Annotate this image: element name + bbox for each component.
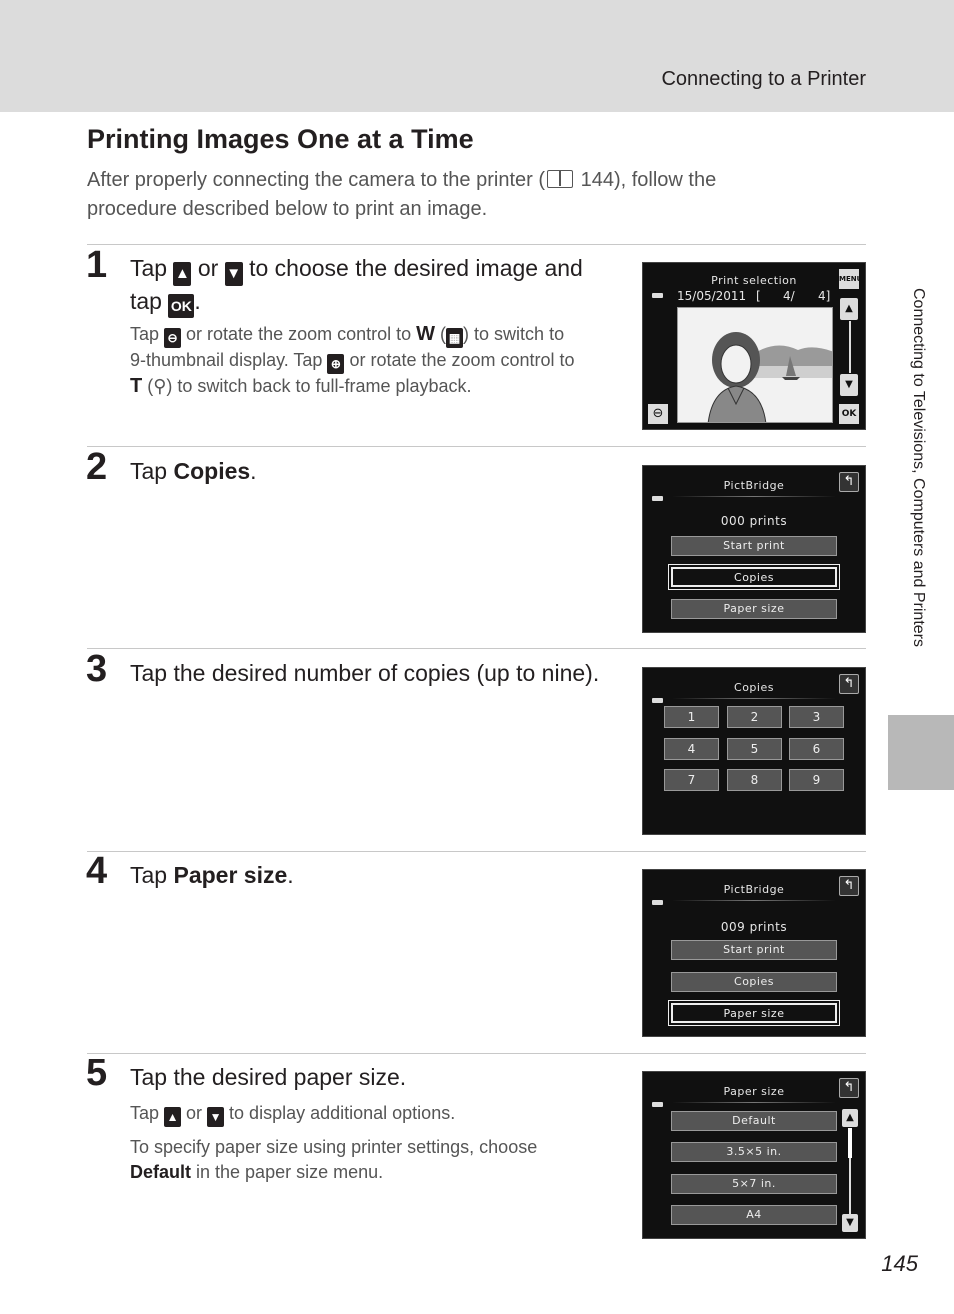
step-heading: Tap the desired paper size. (130, 1064, 407, 1090)
step-text: ( (435, 324, 447, 344)
zoom-out-button[interactable]: ⊖ (648, 404, 668, 424)
title-underline (673, 496, 835, 497)
step-bold-text: Default (130, 1162, 192, 1182)
prints-count: 009 prints (720, 920, 788, 934)
counter-bracket: [ (756, 289, 761, 303)
battery-icon (652, 900, 663, 905)
step-number: 1 (86, 244, 108, 286)
return-button[interactable]: ↰ (839, 674, 859, 694)
step-text: Tap (130, 1103, 165, 1123)
counter-total: 4] (818, 289, 831, 303)
paper-size-option[interactable]: Default (671, 1111, 837, 1131)
wide-label: W (416, 323, 436, 345)
page-title: Printing Images One at a Time (87, 124, 474, 154)
return-button[interactable]: ↰ (839, 472, 859, 492)
intro-ref: 144), follow the (580, 169, 717, 191)
step-number: 2 (86, 446, 108, 488)
section-title: Connecting to a Printer (661, 68, 866, 90)
divider (87, 1053, 866, 1054)
zoom-out-icon: ⊖ (164, 328, 181, 348)
step-text: . (287, 862, 294, 888)
intro-part1: After properly connecting the camera to the printer ( (87, 169, 546, 191)
camera-screen-copies (642, 667, 866, 835)
tele-label: T (130, 375, 143, 397)
step-text: in the paper size menu. (191, 1162, 384, 1182)
screen-title: PictBridge (723, 479, 785, 492)
title-underline (673, 900, 835, 901)
down-icon: ▼ (225, 262, 243, 286)
step-text: or (181, 1103, 208, 1123)
step-heading: Tap the desired number of copies (up to nine). (130, 660, 600, 686)
up-icon: ▲ (173, 262, 191, 286)
step-text: or (191, 255, 225, 281)
screen-title: Copies (734, 681, 774, 694)
chapter-tab (888, 715, 954, 790)
scroll-thumb[interactable] (848, 1128, 852, 1158)
copies-number-button[interactable]: 5 (727, 738, 782, 760)
scroll-down-button[interactable]: ▼ (842, 1214, 858, 1232)
copies-number-button[interactable]: 8 (727, 769, 782, 791)
counter-current: 4/ (783, 289, 795, 303)
battery-icon (652, 496, 663, 501)
step-text: Tap (130, 255, 174, 281)
step-text: 9-thumbnail display. Tap (130, 350, 328, 370)
title-underline (673, 698, 835, 699)
step-heading (130, 860, 620, 891)
copies-number-button[interactable]: 3 (789, 706, 844, 728)
step-text: ) to switch to (463, 324, 565, 344)
scroll-track (849, 321, 851, 373)
screen-title: PictBridge (723, 883, 785, 896)
copies-number-button[interactable]: 7 (664, 769, 719, 791)
camera-screen-pictbridge (642, 869, 866, 1037)
step-text: ( (142, 376, 154, 396)
book-reference-icon (547, 170, 573, 188)
intro-text (87, 166, 807, 224)
camera-screen-paper-size (642, 1071, 866, 1239)
divider (87, 648, 866, 649)
step-number: 5 (86, 1052, 108, 1094)
side-chapter-text: Connecting to Televisions, Computers and Printers (910, 288, 927, 647)
step-description (130, 322, 620, 399)
paper-size-button[interactable]: Paper size (671, 599, 837, 619)
thumbnail-icon: ▦ (446, 328, 463, 348)
intro-part2: procedure described below to print an image. (87, 198, 488, 220)
ok-icon: OK (168, 294, 194, 318)
step-text: Tap (130, 458, 174, 484)
header-band (0, 0, 954, 112)
start-print-button[interactable]: Start print (671, 940, 837, 960)
copies-number-button[interactable]: 1 (664, 706, 719, 728)
paper-size-option[interactable]: A4 (671, 1205, 837, 1225)
step-text: Tap (130, 324, 165, 344)
preview-photo (677, 307, 833, 423)
step-description (130, 1135, 620, 1185)
step-text: to display additional options. (224, 1103, 456, 1123)
return-button[interactable]: ↰ (839, 876, 859, 896)
step-description (130, 1101, 620, 1127)
paper-size-button[interactable]: Paper size (671, 1003, 837, 1023)
title-underline (673, 1102, 835, 1103)
step-text: ) to switch back to full-frame playback. (166, 376, 472, 396)
date-label: 15/05/2011 (677, 289, 747, 303)
divider (87, 446, 866, 447)
portrait-image (678, 308, 833, 423)
copies-button[interactable]: Copies (671, 972, 837, 992)
step-bold-text: Copies (173, 458, 251, 484)
step-bold-text: Paper size (173, 862, 288, 888)
down-icon: ▼ (207, 1107, 224, 1127)
step-text: To specify paper size using printer settings, choose (130, 1137, 538, 1157)
step-number: 3 (86, 648, 108, 690)
divider (87, 851, 866, 852)
step-text: . (194, 288, 201, 314)
page-number: 145 (881, 1251, 918, 1276)
return-button[interactable]: ↰ (839, 1078, 859, 1098)
step-text: tap (130, 288, 169, 314)
copies-button[interactable]: Copies (671, 567, 837, 587)
start-print-button[interactable]: Start print (671, 536, 837, 556)
zoom-in-icon: ⊕ (327, 354, 344, 374)
divider (87, 244, 866, 245)
step-text: or rotate the zoom control to (181, 324, 417, 344)
scroll-up-button[interactable]: ▲ (842, 1109, 858, 1127)
copies-number-button[interactable]: 2 (727, 706, 782, 728)
copies-number-button[interactable]: 6 (789, 738, 844, 760)
paper-size-option[interactable]: 3.5×5 in. (671, 1142, 837, 1162)
step-number: 4 (86, 850, 108, 892)
camera-screen-print-selection (642, 262, 866, 430)
menu-icon[interactable]: MENU (839, 269, 859, 289)
screen-title: Paper size (723, 1085, 785, 1098)
paper-size-option[interactable]: 5×7 in. (671, 1174, 837, 1194)
step-text: or rotate the zoom control to (344, 350, 575, 370)
camera-screen-pictbridge (642, 465, 866, 633)
step-heading (130, 253, 620, 318)
step-text: Tap (130, 862, 174, 888)
step-text: to choose the desired image and (242, 255, 583, 281)
up-icon: ▲ (164, 1107, 181, 1127)
step-heading (130, 456, 620, 487)
screen-title: Print selection (711, 274, 797, 287)
copies-number-button[interactable]: 4 (664, 738, 719, 760)
side-chapter-label (907, 288, 927, 698)
copies-number-button[interactable]: 9 (789, 769, 844, 791)
down-button[interactable]: ▼ (840, 374, 858, 396)
magnify-icon: ⚲ (153, 376, 167, 396)
battery-icon (652, 698, 663, 703)
battery-icon (652, 293, 663, 298)
ok-button[interactable]: OK (839, 404, 859, 424)
battery-icon (652, 1102, 663, 1107)
prints-count: 000 prints (720, 514, 788, 528)
step-text: . (250, 458, 257, 484)
up-button[interactable]: ▲ (840, 298, 858, 320)
